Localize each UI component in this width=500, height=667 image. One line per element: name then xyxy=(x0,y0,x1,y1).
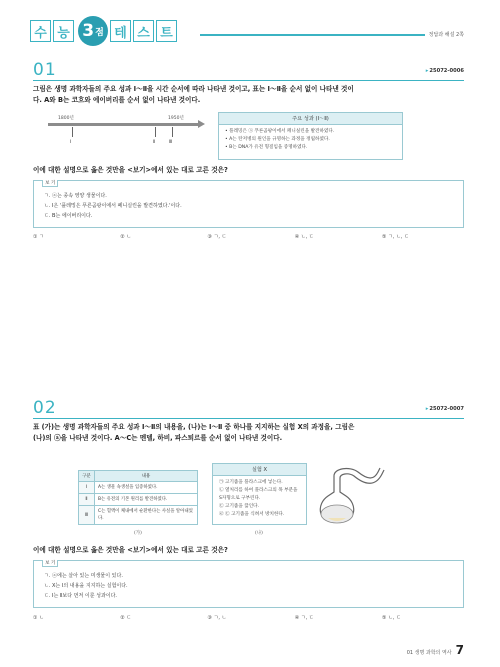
header-badge-number: 3 xyxy=(82,21,95,41)
timeline-tick-label: Ⅲ xyxy=(169,140,173,145)
table-cell: Ⅲ xyxy=(79,506,95,525)
header-char: 테 xyxy=(110,20,131,42)
header-badge-suffix: 점 xyxy=(95,27,104,38)
question-prompt: 이에 대한 설명으로 옳은 것만을 <보기>에서 있는 대로 고른 것은? xyxy=(33,166,228,174)
header-char: 트 xyxy=(156,20,177,42)
timeline-tick xyxy=(155,127,156,137)
panel-title: 실험 X xyxy=(213,464,306,476)
question-text-line: 다. A와 B는 코흐와 에이버리를 순서 없이 나타낸 것이다. xyxy=(33,96,201,104)
panel-item: • B는 DNA가 유전 형질임을 증명하였다. xyxy=(225,145,308,150)
table-cell: Ⅰ xyxy=(79,482,95,494)
choice-4[interactable]: ④ ㄴ, ㄷ xyxy=(294,234,314,240)
timeline-arrow xyxy=(198,120,205,128)
table-row xyxy=(79,482,198,494)
panel-item: • 플레밍은 ⓐ 푸른곰팡이에서 페니실린을 발견하였다. xyxy=(225,129,335,134)
panel-item: ㉠ 고기즙을 플라스크에 넣는다. xyxy=(219,480,283,485)
timeline-tick xyxy=(172,127,173,137)
table-caption: (가) xyxy=(134,531,142,536)
page-number: 7 xyxy=(455,643,464,657)
bogi-tag: 보 기 xyxy=(42,180,58,187)
bogi-item: ㄷ. B는 에이버리이다. xyxy=(44,213,93,219)
swan-neck-flask-illustration xyxy=(312,462,402,532)
choice-3[interactable]: ③ ㄱ, ㄷ xyxy=(207,234,227,240)
answer-choices xyxy=(33,233,464,240)
question-text xyxy=(33,84,463,106)
timeline xyxy=(48,115,208,155)
panel-item: • A는 탄저병의 원인을 규명하는 과정을 정립하였다. xyxy=(225,137,330,142)
bogi-box xyxy=(33,560,464,608)
table-cell: C는 혈액이 체내에서 순환한다는 사실을 알아내었다. xyxy=(95,506,198,525)
question-prompt: 이에 대한 설명으로 옳은 것만을 <보기>에서 있는 대로 고른 것은? xyxy=(33,546,228,554)
timeline-tick-label: Ⅰ xyxy=(70,140,72,145)
question-rule xyxy=(33,80,464,81)
header-char: 능 xyxy=(53,20,74,42)
table-row xyxy=(79,494,198,506)
answer-ref: 정답과 해설 2쪽 xyxy=(425,31,464,38)
choice-1[interactable]: ① ㄱ xyxy=(33,234,44,240)
question-rule xyxy=(33,418,464,419)
panel-item: ㉣ ㉢ 고기즙을 식혀서 방치한다. xyxy=(219,512,285,517)
choice-1[interactable]: ① ㄴ xyxy=(33,615,44,621)
header-char: 수 xyxy=(30,20,51,42)
bogi-box xyxy=(33,180,464,228)
question-number: 02 xyxy=(33,398,57,418)
bogi-item: ㄱ. ⓐ는 종속 영양 생물이다. xyxy=(44,193,107,199)
page-footer xyxy=(407,643,464,657)
question-number: 01 xyxy=(33,60,57,80)
choice-2[interactable]: ② ㄷ xyxy=(120,615,132,621)
choice-5[interactable]: ⑤ ㄱ, ㄴ, ㄷ xyxy=(382,234,409,240)
timeline-end-label: 1950년 xyxy=(168,116,184,121)
header-badge xyxy=(78,16,108,46)
table-cell: B는 유전의 기본 원리를 발견하였다. xyxy=(95,494,198,506)
panel-item: ㉢ 고기즙을 끓인다. xyxy=(219,504,260,509)
answer-choices xyxy=(33,614,464,621)
bogi-tag: 보 기 xyxy=(42,560,58,567)
panel-item: ㉡ 열처리를 하여 플라스크의 목 부분을 S자형으로 구부린다. xyxy=(219,488,298,501)
question-code: ▸ 25072-0007 xyxy=(426,406,464,412)
question-text-line: 그림은 생명 과학자들의 주요 성과 Ⅰ～Ⅱ을 시간 순서에 따라 나타낸 것이고, 표는 Ⅰ～Ⅱ을 순서 없이 나타낸 것이 xyxy=(33,85,354,93)
question-text-line: 표 (가)는 생명 과학자들의 주요 성과 Ⅰ～Ⅱ의 내용을, (나)는 Ⅰ～Ⅱ 중 하나를 지지하는 실험 X의 과정을, 그림은 xyxy=(33,423,355,431)
header-char: 스 xyxy=(133,20,154,42)
table-ga xyxy=(78,470,198,525)
bogi-item: ㄴ. Ⅰ은 '플레밍은 푸른곰팡이에서 페니실린을 발견하였다.'이다. xyxy=(44,203,182,209)
question-text-line: (나)의 ⓐ을 나타낸 것이다. A～C는 멘델, 하비, 파스퇴르를 순서 없이 나타낸 것이다. xyxy=(33,434,283,442)
table-row xyxy=(79,506,198,525)
choice-3[interactable]: ③ ㄱ, ㄴ xyxy=(207,615,227,621)
timeline-bar xyxy=(48,123,198,126)
timeline-tick-label: Ⅱ xyxy=(153,140,156,145)
table-header: 구분 xyxy=(79,471,95,482)
experiment-caption: (나) xyxy=(255,531,263,536)
table-header: 내용 xyxy=(95,471,198,482)
footer-section: 01 생명 과학의 역사 xyxy=(406,650,452,656)
bogi-item: ㄷ. Ⅰ는 Ⅱ보다 먼저 이룬 성과이다. xyxy=(44,593,118,599)
choice-5[interactable]: ⑤ ㄴ, ㄷ xyxy=(382,615,401,621)
achievements-panel xyxy=(218,112,403,160)
question-code: ▸ 25072-0006 xyxy=(426,68,464,74)
bogi-item: ㄴ. X는 Ⅰ의 내용을 지지하는 실험이다. xyxy=(44,583,128,589)
timeline-start-label: 1800년 xyxy=(58,116,74,121)
bogi-item: ㄱ. ⓐ에는 살아 있는 미생물이 있다. xyxy=(44,573,123,579)
experiment-panel xyxy=(212,463,307,525)
section-header xyxy=(30,18,179,44)
question-text xyxy=(33,422,463,444)
panel-title: 주요 성과 (Ⅰ～Ⅱ) xyxy=(219,113,402,125)
timeline-tick xyxy=(72,127,73,137)
table-cell: A는 생물 속생설을 입증하였다. xyxy=(95,482,198,494)
choice-2[interactable]: ② ㄴ xyxy=(120,234,132,240)
choice-4[interactable]: ④ ㄱ, ㄷ xyxy=(294,615,314,621)
table-cell: Ⅱ xyxy=(79,494,95,506)
